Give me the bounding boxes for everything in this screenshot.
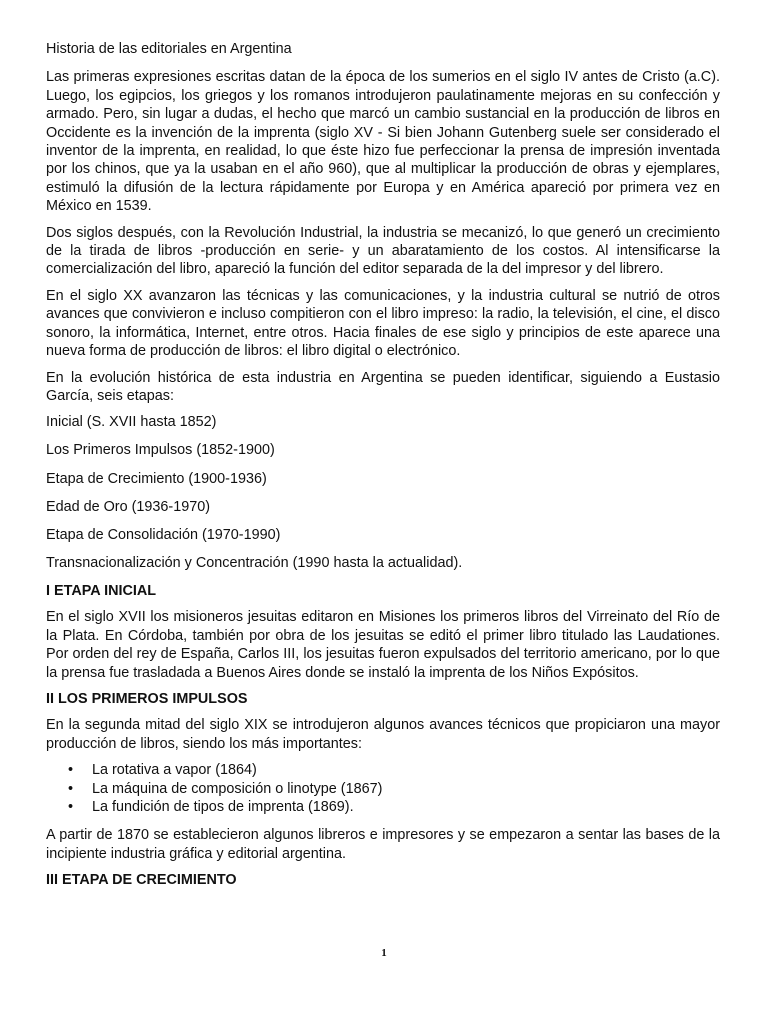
section-2-closing: A partir de 1870 se establecieron algunos libreros e impresores y se empezaron a sentar las bases de la incipiente industria gráfica y editorial argentina. [46, 827, 720, 862]
page-number: 1 [381, 947, 387, 959]
document-title: Historia de las editoriales en Argentina [46, 41, 292, 57]
stage-item-5: Etapa de Consolidación (1970-1990) [46, 526, 281, 543]
stage-item-1: Inicial (S. XVII hasta 1852) [46, 414, 217, 431]
stage-item-6: Transnacionalización y Concentración (1990 hasta la actualidad). [46, 554, 463, 571]
stage-item-3: Etapa de Crecimiento (1900-1936) [46, 470, 267, 487]
stage-item-2: Los Primeros Impulsos (1852-1900) [46, 442, 275, 459]
intro-paragraph-4: En la evolución histórica de esta industria en Argentina se pueden identificar, siguiendo a Eustasio García, seis etapas: [46, 369, 720, 404]
intro-paragraph-3: En el siglo XX avanzaron las técnicas y las comunicaciones, y la industria cultural se nutrió de otros avances que convivieron e incluso compitieron con el libro impreso: la radio, la televisión, el cine, el disco sonoro, la informática, Internet, entre otros. Hacia finales de ese siglo y principios de este aparece una nueva forma de producción de libros: el libro digital o electrónico. [46, 287, 720, 360]
list-item [46, 780, 720, 798]
bullet-icon: • [68, 780, 74, 797]
section-heading-1: I ETAPA INICIAL [46, 582, 157, 599]
section-heading-2: II LOS PRIMEROS IMPULSOS [46, 690, 248, 707]
bullet-icon: • [68, 762, 74, 779]
list-item [46, 798, 720, 816]
list-item [46, 761, 720, 779]
section-1-paragraph: En el siglo XVII los misioneros jesuitas editaron en Misiones los primeros libros del Virreinato del Río de la Plata. En Córdoba, también por obra de los jesuitas se editó el primer libro titulado las Laudationes. Por orden del rey de España, Carlos III, los jesuitas fueron expulsados del territorio americano, por lo que la prensa fue trasladada a Buenos Aires donde se instaló la imprenta de los Niños Expósitos. [46, 609, 720, 681]
list-item-text: La fundición de tipos de imprenta (1869). [92, 798, 354, 815]
list-item-text: La máquina de composición o linotype (1867) [92, 780, 383, 797]
section-2-paragraph: En la segunda mitad del siglo XIX se introdujeron algunos avances técnicos que propiciaron una mayor producción de libros, siendo los más importantes: [46, 717, 720, 752]
intro-paragraph-2: Dos siglos después, con la Revolución Industrial, la industria se mecanizó, lo que generó un crecimiento de la tirada de libros -producción en serie- y un abaratamiento de los costos. Al intensificarse la comercialización del libro, apareció la función del editor separada de la del impresor y del librero. [46, 224, 720, 278]
advances-list [46, 761, 720, 816]
section-heading-3: III ETAPA DE CRECIMIENTO [46, 872, 237, 889]
stage-item-4: Edad de Oro (1936-1970) [46, 498, 211, 515]
list-item-text: La rotativa a vapor (1864) [92, 762, 257, 779]
bullet-icon: • [68, 798, 74, 815]
intro-paragraph-1: Las primeras expresiones escritas datan de la época de los sumerios en el siglo IV antes de Cristo (a.C). Luego, los egipcios, los griegos y los romanos introdujeron paulatinamente mejoras en su confección y armado. Pero, sin lugar a dudas, el hecho que marcó un cambio sustancial en la producción de libros en Occidente es la invención de la imprenta (siglo XV - Si bien Johann Gutenberg suele ser considerado el inventor de la imprenta, en realidad, lo que éste hizo fue perfeccionar la prensa de impresión inventada por los chinos, que ya la usaban en el año 960), que al multiplicar la producción de obras y ejemplares, estimuló la difusión de la lectura rápidamente por Europa y en América apareció por primera vez en México en 1539. [46, 69, 720, 215]
document-page [46, 40, 720, 898]
